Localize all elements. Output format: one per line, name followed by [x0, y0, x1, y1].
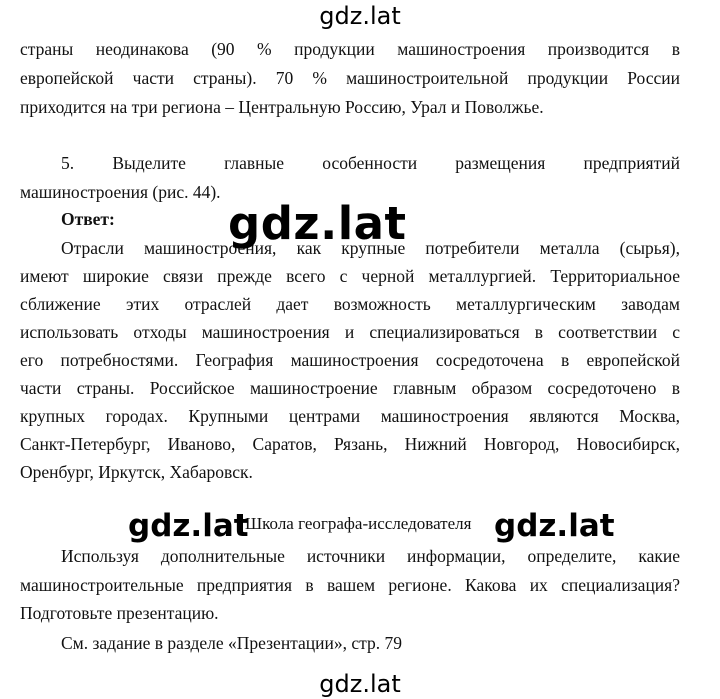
text-line: сближение этих отраслей дает возможность металлургическим заводам	[20, 294, 680, 314]
text-line: Используя дополнительные источники информации, определите, какие	[61, 546, 680, 566]
question-line: машиностроения (рис. 44).	[20, 182, 221, 202]
answer-label: Ответ:	[61, 209, 115, 229]
section-title: Школа географа-исследователя	[242, 514, 471, 534]
text-line: имеют широкие связи прежде всего с черной металлургией. Территориальное	[20, 266, 680, 286]
text-line: Подготовьте презентацию.	[20, 603, 219, 623]
watermark-section-left: gdz.lat	[128, 508, 249, 544]
text-line: Санкт-Петербург, Иваново, Саратов, Рязань, Нижний Новгород, Новосибирск,	[20, 434, 680, 454]
question-line: 5. Выделите главные особенности размещения предприятий	[61, 153, 680, 173]
text-line: приходится на три региона – Центральную Россию, Урал и Поволжье.	[20, 97, 544, 117]
text-line: страны неодинакова (90 % продукции машиностроения производится в	[20, 39, 680, 59]
watermark-top: gdz.lat	[319, 2, 401, 30]
text-line: его потребностями. География машиностроения сосредоточена в европейской	[20, 350, 680, 370]
reference-line: См. задание в разделе «Презентации», стр. 79	[61, 633, 403, 653]
text-line: использовать отходы машиностроения и специализироваться в соответствии с	[20, 322, 680, 342]
watermark-center: gdz.lat	[228, 197, 407, 250]
text-line: машиностроительные предприятия в вашем регионе. Какова их специализация?	[20, 575, 680, 595]
text-line: европейской части страны). 70 % машиностроительной продукции России	[20, 68, 680, 88]
text-line: части страны. Российское машиностроение главным образом сосредоточено в	[20, 378, 680, 398]
watermark-bottom: gdz.lat	[319, 670, 401, 698]
watermark-section-right: gdz.lat	[494, 508, 615, 544]
text-line: крупных городах. Крупными центрами машиностроения являются Москва,	[20, 406, 680, 426]
text-line: Оренбург, Иркутск, Хабаровск.	[20, 462, 253, 482]
text-line: Отрасли машиностроения, как крупные потребители металла (сырья),	[61, 238, 680, 258]
